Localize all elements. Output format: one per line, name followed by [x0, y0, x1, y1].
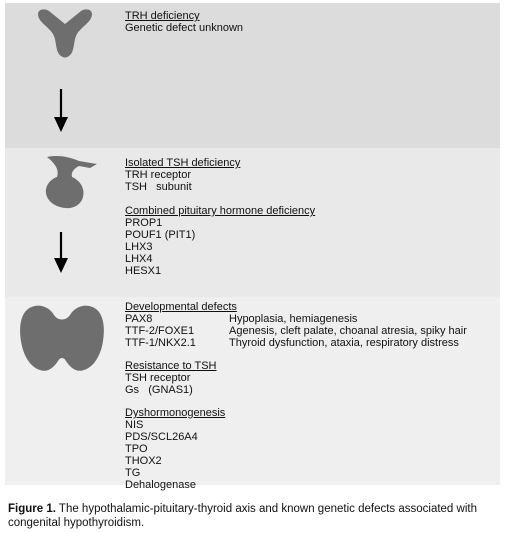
trh-deficiency-heading: TRH deficiency	[125, 10, 200, 22]
gene-item: HESX1	[125, 265, 162, 277]
gene-item: POUF1 (PIT1)	[125, 229, 196, 241]
pituitary-icon	[37, 153, 105, 211]
thyroid-icon	[18, 303, 106, 373]
gene-item: TPO	[125, 443, 148, 455]
gene-item: LHX4	[125, 253, 153, 265]
gene-item: TRH receptor	[125, 169, 192, 181]
developmental-defects-heading: Developmental defects	[125, 301, 237, 313]
isolated-tsh-heading: Isolated TSH deficiency	[125, 157, 241, 169]
gene-item: TTF-1/NKX2.1	[125, 337, 196, 349]
gene-item: NIS	[125, 419, 144, 431]
gene-item: TG	[125, 467, 141, 479]
dyshormonogenesis-heading: Dyshormonogenesis	[125, 407, 226, 419]
figure-caption	[8, 502, 498, 530]
pituitary-panel	[5, 148, 500, 297]
gene-item: TTF-2/FOXE1	[125, 325, 195, 337]
hypothalamus-panel	[5, 3, 500, 148]
gene-item: TSH subunit	[125, 181, 192, 193]
gene-item: THOX2	[125, 455, 162, 467]
resistance-tsh-heading: Resistance to TSH	[125, 360, 217, 372]
phenotype-item: Agenesis, cleft palate, choanal atresia, spiky hair	[229, 325, 467, 337]
phenotype-item: Thyroid dysfunction, ataxia, respiratory distress	[229, 337, 459, 349]
thyroid-panel	[5, 297, 500, 491]
arrow-down-icon	[53, 232, 69, 274]
arrow-down-icon	[53, 89, 69, 133]
gene-item: PROP1	[125, 217, 163, 229]
gene-item: TSH receptor	[125, 372, 191, 384]
gene-item: PDS/SCL26A4	[125, 431, 198, 443]
gene-item: Gs (GNAS1)	[125, 384, 193, 396]
gene-item: PAX8	[125, 313, 153, 325]
gene-item: LHX3	[125, 241, 153, 253]
combined-pituitary-heading: Combined pituitary hormone deficiency	[125, 205, 316, 217]
hypothalamus-icon	[35, 8, 95, 58]
trh-deficiency-line: Genetic defect unknown	[125, 22, 244, 34]
figure-label: Figure 1.	[8, 503, 56, 515]
figure-caption-text: The hypothalamic-pituitary-thyroid axis and known genetic defects associated with congenital hypothyroidism.	[8, 503, 477, 529]
gene-item: Dehalogenase	[125, 479, 196, 491]
phenotype-item: Hypoplasia, hemiagenesis	[229, 313, 358, 325]
